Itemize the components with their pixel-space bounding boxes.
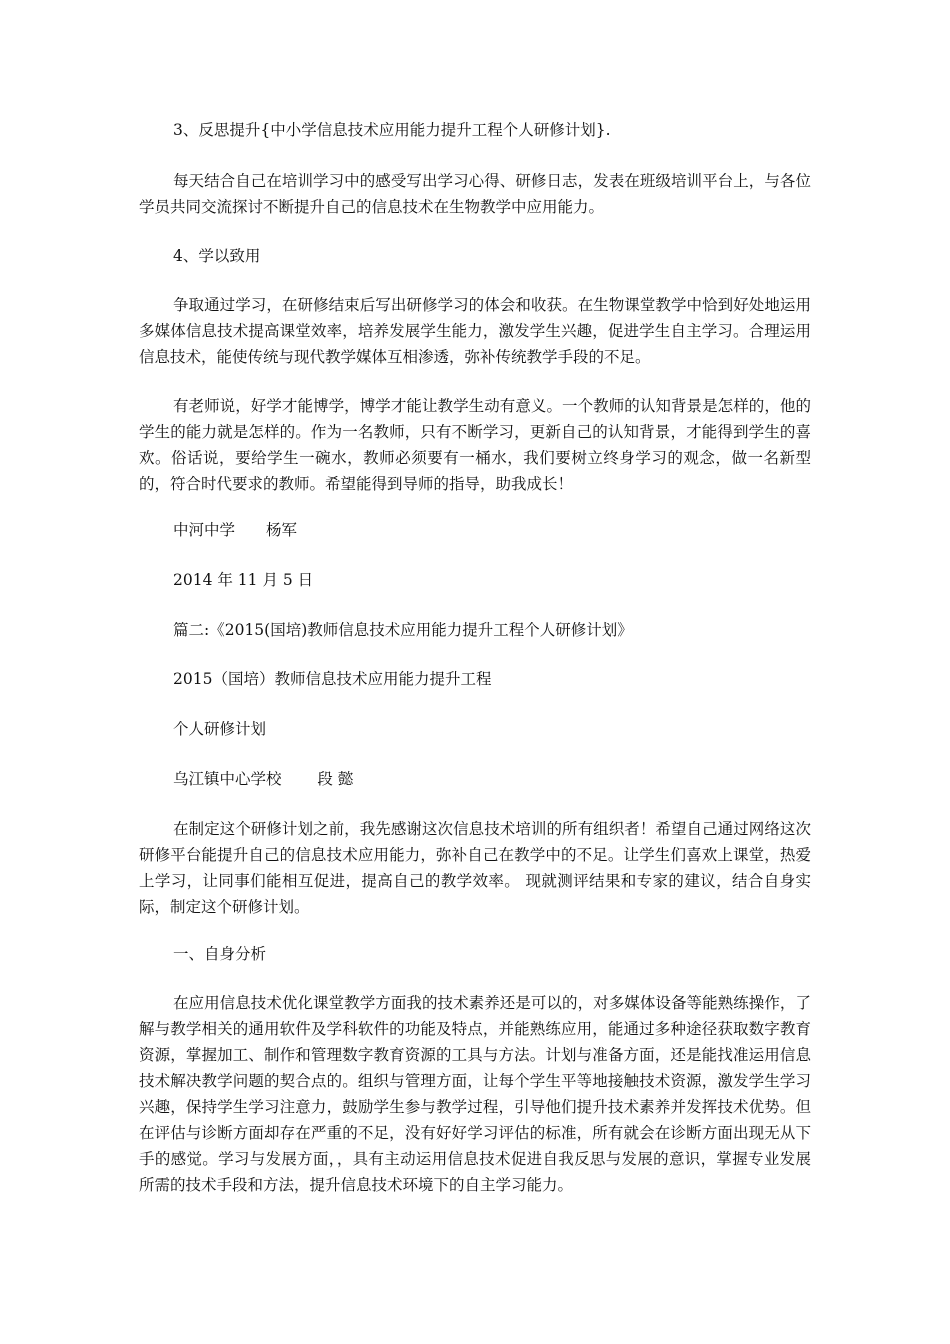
closing-paragraph: 有老师说，好学才能博学，博学才能让教学生动有意义。一个教师的认知背景是怎样的，他的学生的能力就是怎样的。作为一名教师，只有不断学习，更新自己的认知背景，才能得到学生的喜欢。俗话说，要给学生一碗水，教师必须要有一桶水，我们要树立终身学习的观念，做一名新型的，符合时代要求的教师。希望能得到导师的指导，助我成长！ xyxy=(139,397,811,493)
part-2-heading: 篇二:《2015(国培)教师信息技术应用能力提升工程个人研修计划》 xyxy=(173,621,633,639)
signature-line: 中河中学 杨军 xyxy=(173,521,298,539)
part-2-title: 2015（国培）教师信息技术应用能力提升工程 xyxy=(173,670,492,688)
section-4-body: 争取通过学习，在研修结束后写出研修学习的体会和收获。在生物课堂教学中恰到好处地运用多媒体信息技术提高课堂效率，培养发展学生能力，激发学生兴趣，促进学生自主学习。合理运用信息技术，能使传统与现代教学媒体互相渗透，弥补传统教学手段的不足。 xyxy=(139,296,811,366)
section-4-heading: 4、学以致用 xyxy=(173,247,261,265)
part-2-section-1-body: 在应用信息技术优化课堂教学方面我的技术素养还是可以的，对多媒体设备等能熟练操作，了解与教学相关的通用软件及学科软件的功能及特点，并能熟练应用，能通过多种途径获取数字教育资源，掌握加工、制作和管理数字教育资源的工具与方法。计划与准备方面，还是能找准运用信息技术解决教学问题的契合点的。组织与管理方面，让每个学生平等地接触技术资源，激发学生学习兴趣，保持学生学习注意力，鼓励学生参与教学过程，引导他们提升技术素养并发挥技术优势。但在评估与诊断方面却存在严重的不足，没有好好学习评估的标准，所有就会在诊断方面出现无从下手的感觉。学习与发展方面，，具有主动运用信息技术促进自我反思与发展的意识，掌握专业发展所需的技术手段和方法，提升信息技术环境下的自主学习能力。 xyxy=(139,994,811,1194)
section-3-body: 每天结合自己在培训学习中的感受写出学习心得、研修日志，发表在班级培训平台上，与各位学员共同交流探讨不断提升自己的信息技术在生物教学中应用能力。 xyxy=(139,172,811,216)
part-2-subtitle: 个人研修计划 xyxy=(173,720,267,738)
date-line: 2014 年 11 月 5 日 xyxy=(173,571,314,589)
section-3-heading: 3、反思提升{中小学信息技术应用能力提升工程个人研修计划}. xyxy=(173,121,611,139)
part-2-intro: 在制定这个研修计划之前，我先感谢这次信息技术培训的所有组织者！希望自己通过网络这次研修平台能提升自己的信息技术应用能力，弥补自己在教学中的不足。让学生们喜欢上课堂，热爱上学习，让同事们能相互促进，提高自己的教学效率。 现就测评结果和专家的建议，结合自身实际，制定这个研修计划。 xyxy=(139,820,811,916)
part-2-author: 乌江镇中心学校 段 懿 xyxy=(173,770,354,788)
part-2-section-1-heading: 一、自身分析 xyxy=(173,945,267,963)
